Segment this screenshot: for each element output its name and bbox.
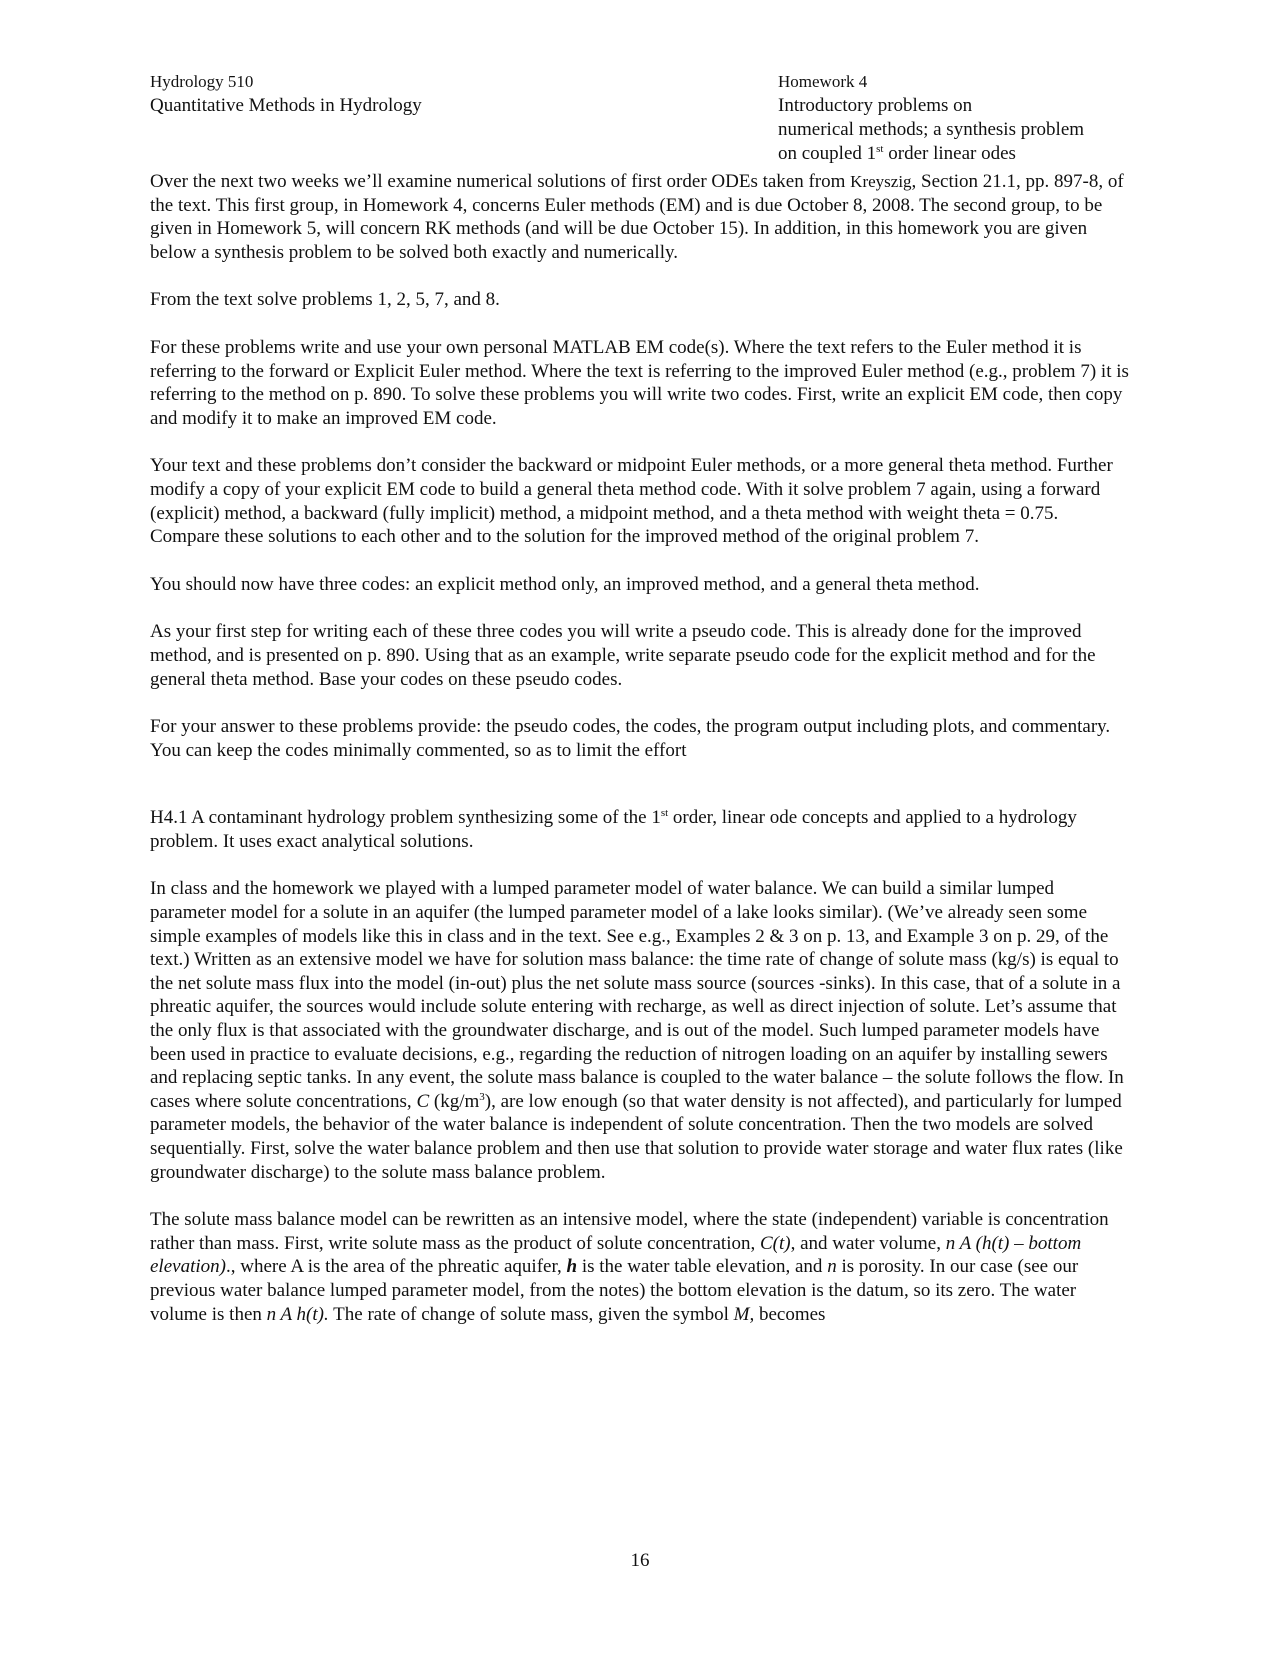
porosity-symbol: n [827, 1256, 837, 1278]
h41-text-start: H4.1 A contaminant hydrology problem synthesizing some of the 1 [150, 807, 661, 829]
three-codes-paragraph: You should now have three codes: an explicit method only, an improved method, and a general theta method. [150, 573, 980, 595]
intro-text-start: Over the next two weeks we’ll examine numerical solutions of first order ODEs taken from [150, 171, 851, 192]
page-number: 16 [630, 1550, 650, 1571]
solute-text-4: is the water table elevation, and [577, 1256, 828, 1278]
course-title: Quantitative Methods in Hydrology [150, 95, 422, 116]
solute-text-3: ., where A is the area of the phreatic aquifer, [225, 1256, 567, 1278]
document-page [150, 70, 1130, 1350]
lumped-text-start: In class and the homework we played with a lumped parameter model of water balance. We can build a similar lumped parameter model for a solute in an aquifer (the lumped parameter model of a lake looks similar). (We’ve already seen some simple examples of models like this in class and in the text. See e.g., Examples 2 & 3 on p. 13, and Example 3 on p. 29, of the text.) Written as an extensive model we have for solution mass balance: the time rate of change of solute mass (kg/s) is equal to the net solute mass flux into the model (in-out) plus the net solute mass source (sources -sinks). In this case, that of a solute in a phreatic aquifer, the sources would include solute entering with recharge, as well as direct injection of solute. Let’s assume that the only flux is that associated with the groundwater discharge, and is out of the model. Such lumped parameter models have been used in practice to evaluate decisions, e.g., regarding the reduction of nitrogen loading on an aquifer by installing sewers and replacing septic tanks. In any event, the solute mass balance is coupled to the water balance – the solute follows the flow. In cases where solute concentrations, [150, 878, 1124, 1112]
solute-text-2: , and water volume, [790, 1232, 946, 1254]
mass-symbol: M, [733, 1303, 755, 1325]
intro-text-end: , Section 21.1, pp. 897-8, of the text. This first group, in Homework 4, concerns Euler methods (EM) and is due October 8, 2008. The second group, to be given in Homework 5, will concern RK methods (and will be due October 15). In addition, in this homework you are given below a synthesis problem to be solved both exactly and numerically. [150, 171, 1124, 263]
document-header [150, 70, 1130, 170]
intro-paragraph [150, 170, 1130, 264]
concentration-symbol: C [416, 1090, 430, 1112]
topic-line-3-text: on coupled 1 [778, 143, 877, 164]
course-info [150, 70, 422, 118]
lumped-text-end: ), are low enough (so that water density is not affected), and particularly for lumped parameter models, the behavior of the water balance is independent of solute concentration. Then the two models are solved sequentially. First, solve the water balance problem and then use that solution to provide water storage and water flux rates (like groundwater discharge) to the solute mass balance problem. [150, 1090, 1123, 1183]
solute-text-7: becomes [754, 1303, 826, 1325]
water-volume-expression: n A (h(t) – bottom elevation) [150, 1232, 1082, 1278]
water-volume-symbol: n A h(t). [266, 1303, 329, 1325]
ordinal-superscript: st [660, 807, 669, 820]
answer-paragraph: For your answer to these problems provide: the pseudo codes, the codes, the program output including plots, and commentary. You can keep the codes minimally commented, so as to limit the effort [150, 716, 1111, 761]
h41-text-end: order, linear ode concepts and applied to a hydrology problem. It uses exact analytical solutions. [150, 807, 1077, 852]
topic-line-3 [778, 142, 1130, 166]
pseudo-code-paragraph: As your first step for writing each of these three codes you will write a pseudo code. This is already done for the improved method, and is presented on p. 890. Using that as an example, write separate pseudo code for the explicit method and for the general theta method. Base your codes on these pseudo codes. [150, 621, 1096, 690]
author-name: Kreyszig [850, 172, 912, 191]
topic-line-1: Introductory problems on [778, 95, 973, 116]
units-text: (kg/m [429, 1090, 480, 1112]
lumped-model-paragraph [150, 877, 1130, 1184]
solute-text-5: is porosity. In our case (see our previous water balance lumped parameter model, from the notes) the bottom elevation is the datum, so its zero. The water volume is then [150, 1256, 1079, 1325]
water-table-symbol: h [566, 1256, 578, 1278]
topic-line-2: numerical methods; a synthesis problem [778, 119, 1085, 140]
solute-text-1: The solute mass balance model can be rewritten as an intensive model, where the state (independent) variable is concentration rather than mass. First, write solute mass as the product of solute concentration, [150, 1209, 1109, 1254]
theta-paragraph: Your text and these problems don’t consider the backward or midpoint Euler methods, or a more general theta method. Further modify a copy of your explicit EM code to build a general theta method code. With it solve problem 7 again, using a forward (explicit) method, a backward (fully implicit) method, a midpoint method, and a theta method with weight theta = 0.75. Compare these solutions to each other and to the solution for the improved method of the original problem 7. [150, 455, 1113, 548]
problems-paragraph: From the text solve problems 1, 2, 5, 7, and 8. [150, 289, 500, 311]
problem-h41-heading [150, 806, 1130, 853]
homework-info [778, 70, 1130, 166]
topic-line-3-text-end: order linear odes [883, 143, 1016, 164]
solute-balance-paragraph [150, 1208, 1130, 1326]
ordinal-superscript: st [876, 143, 884, 155]
units-superscript: 3 [479, 1090, 485, 1103]
course-number: Hydrology 510 [150, 72, 254, 91]
concentration-function: C(t) [759, 1232, 791, 1254]
codes-paragraph: For these problems write and use your own personal MATLAB EM code(s). Where the text refers to the Euler method it is referring to the forward or Explicit Euler method. Where the text is referring to the improved Euler method (e.g., problem 7) it is referring to the method on p. 890. To solve these problems you will write two codes. First, write an explicit EM code, then copy and modify it to make an improved EM code. [150, 336, 1129, 429]
solute-text-6: The rate of change of solute mass, given the symbol [328, 1303, 734, 1325]
homework-number: Homework 4 [778, 72, 868, 91]
